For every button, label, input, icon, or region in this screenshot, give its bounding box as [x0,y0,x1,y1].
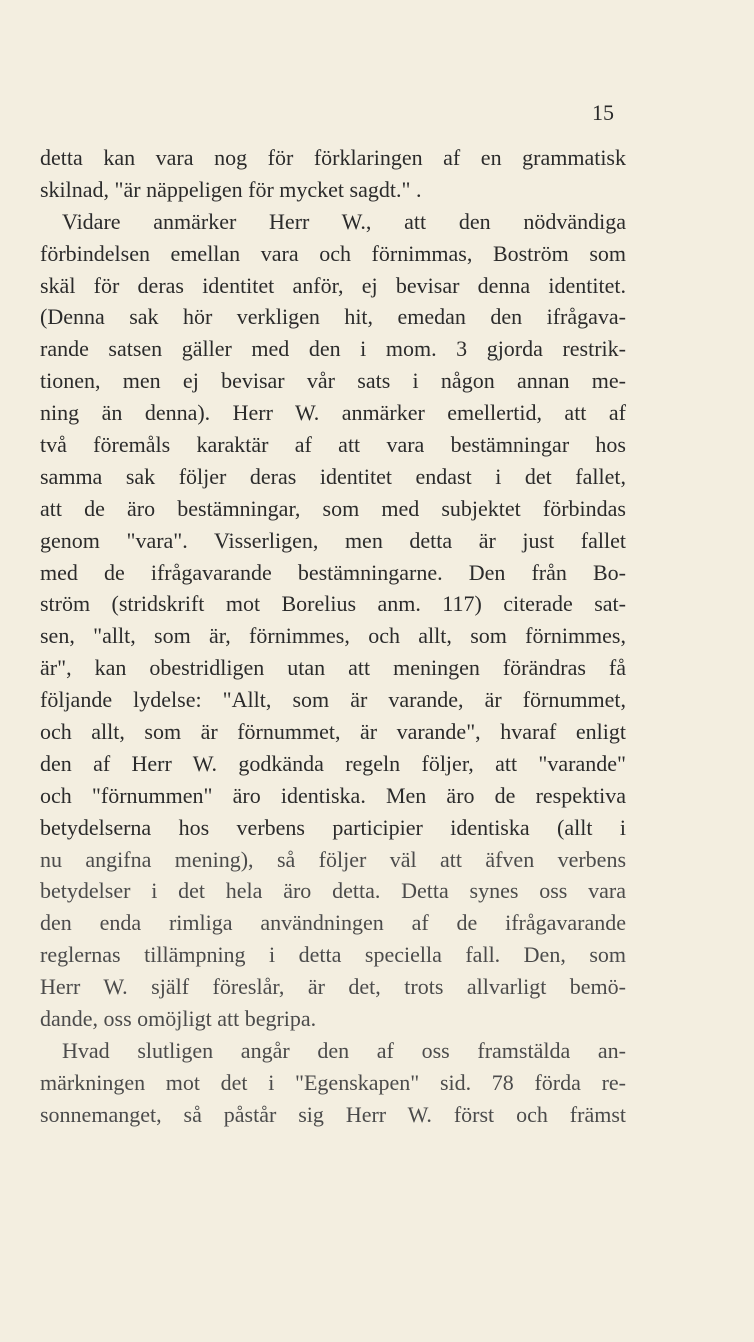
page-number: 15 [592,100,614,125]
text-line: detta kan vara nog för förklaringen af en grammatisk [40,145,626,170]
text-line: två föremåls karaktär af att vara bestämningar hos [40,432,626,458]
text-line: Vidare anmärker Herr W., att den nödvändiga [62,208,626,234]
text-line: märkningen mot det i "Egenskapen" sid. 78 förda re- [40,1069,626,1095]
text-line: rande satsen gäller med den i mom. 3 gjorda restrik- [40,336,626,362]
text-line: samma sak följer deras identitet endast i det fallet, [40,463,626,489]
text-line: genom "vara". Visserligen, men detta är just fallet [40,527,626,553]
text-line: tionen, men ej bevisar vår sats i någon annan me- [40,368,626,394]
text-line: och "förnummen" äro identiska. Men äro de respektiva [40,782,626,808]
text-line: Hvad slutligen angår den af oss framstälda an- [62,1037,626,1063]
text-line: den enda rimliga användningen af de ifrågavarande [40,910,626,936]
text-line: betydelser i det hela äro detta. Detta synes oss vara [40,878,626,904]
body-text [40,142,626,1131]
text-line: med de ifrågavarande bestämningarne. Den från Bo- [40,559,626,585]
text-line: betydelserna hos verbens participier identiska (allt i [40,814,626,840]
text-line: följande lydelse: "Allt, som är varande, är förnummet, [40,687,626,713]
text-line: sen, "allt, som är, förnimmes, och allt, som förnimmes, [40,623,626,649]
text-line: är", kan obestridligen utan att meningen förändras få [40,655,626,681]
text-line: Herr W. själf föreslår, är det, trots allvarligt bemö- [40,974,626,1000]
text-line: dande, oss omöjligt att begripa. [40,1006,317,1032]
text-line: att de äro bestämningar, som med subjektet förbindas [40,495,626,521]
text-line: och allt, som är förnummet, är varande", hvaraf enligt [40,719,626,745]
text-line: ning än denna). Herr W. anmärker emellertid, att af [40,400,626,426]
text-line: reglernas tillämpning i detta speciella fall. Den, som [40,942,626,968]
text-line: skäl för deras identitet anför, ej bevisar denna identitet. [40,272,626,298]
text-line: sonnemanget, så påstår sig Herr W. först och främst [40,1101,626,1127]
text-line: ström (stridskrift mot Borelius anm. 117) citerade sat- [40,591,626,617]
text-line: (Denna sak hör verkligen hit, emedan den ifrågava- [40,304,626,330]
text-line: förbindelsen emellan vara och förnimmas, Boström som [40,240,626,266]
text-line: nu angifna mening), så följer väl att äfven verbens [40,846,626,872]
text-line: skilnad, "är näppeligen för mycket sagdt." . [40,176,422,202]
text-line: den af Herr W. godkända regeln följer, att "varande" [40,750,626,776]
